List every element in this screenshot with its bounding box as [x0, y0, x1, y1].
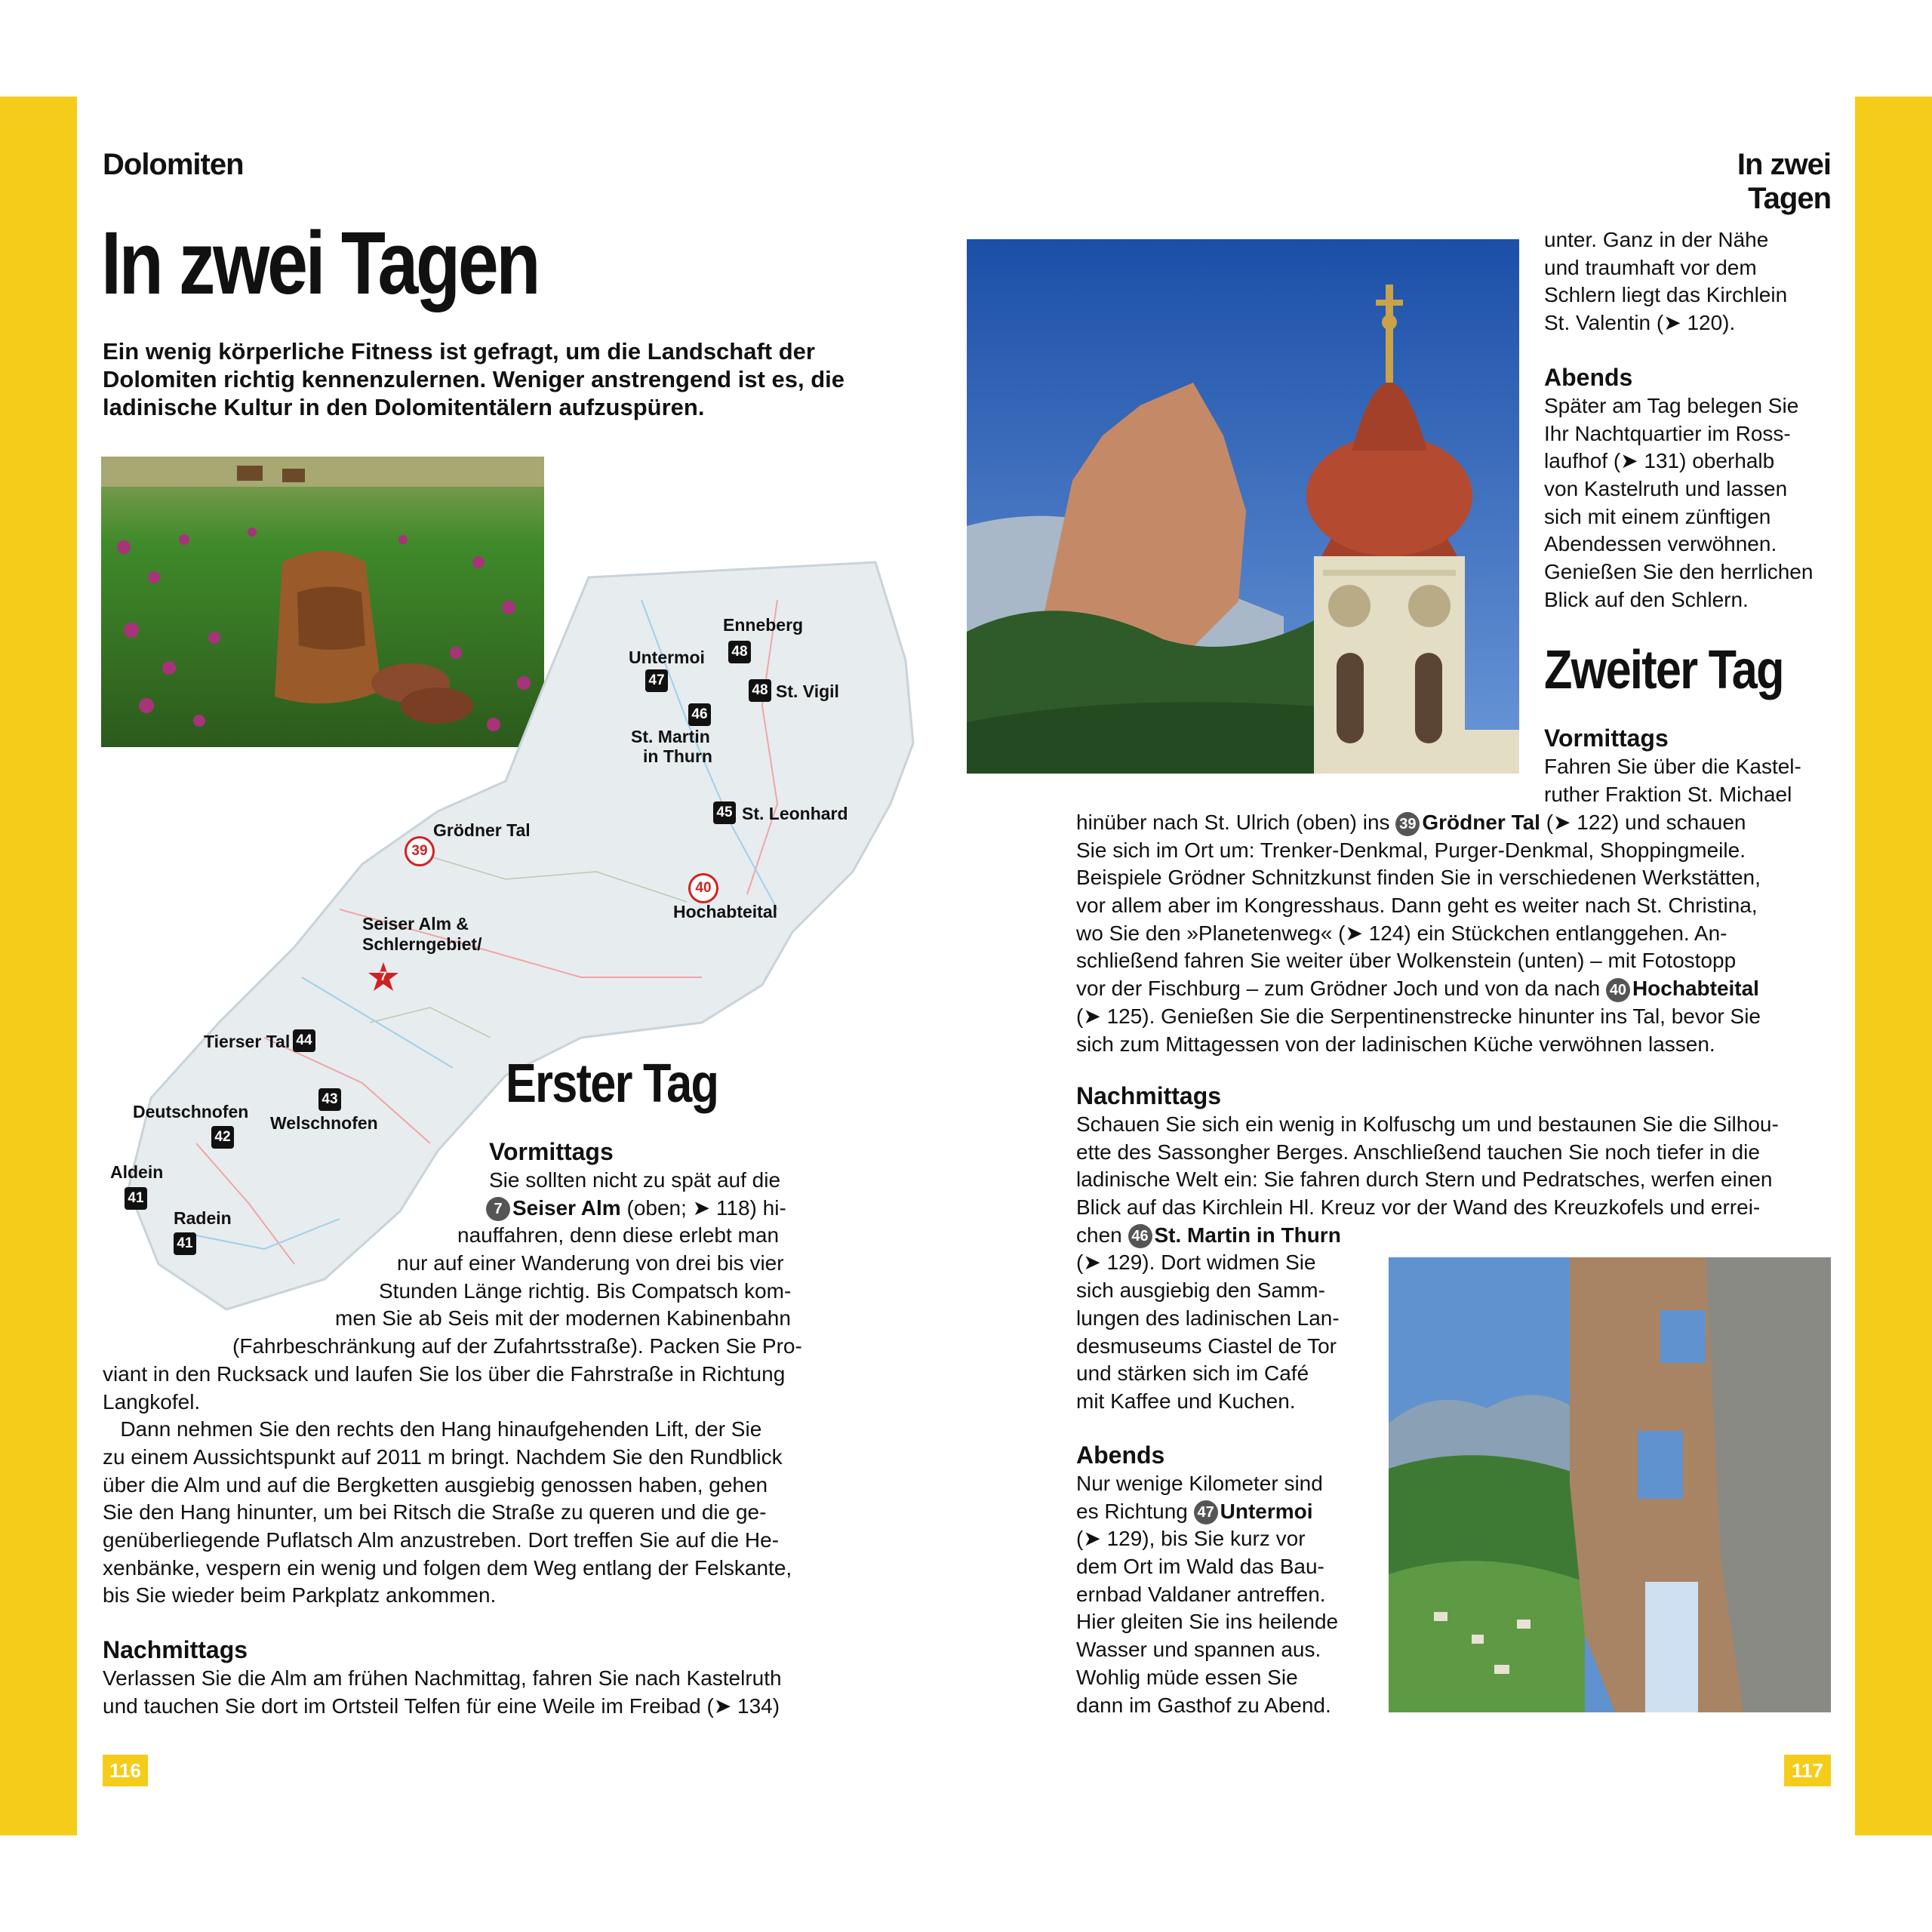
text-line [1076, 864, 1854, 892]
day2-morning-text-narrow [1544, 753, 1854, 808]
text-line: Verlassen Sie die Alm am frühen Nachmittag, fahren Sie nach Kastelruth [103, 1666, 782, 1690]
day2-evening-text [1076, 1470, 1393, 1719]
photo-church-tower [967, 239, 1519, 774]
text: ladinische Welt ein: Sie fahren durch Stern und Pedratsches, werfen einen [1076, 1168, 1773, 1192]
text-line [103, 1222, 872, 1250]
map-marker-41: 41 [125, 1187, 147, 1210]
place-name[interactable]: St. Martin in Thurn [1154, 1223, 1341, 1247]
map-marker-45: 45 [713, 801, 736, 824]
text-line [1076, 1139, 1854, 1167]
text-line [103, 1527, 872, 1555]
text-line [103, 1278, 872, 1306]
place-name[interactable]: Untermoi [1220, 1499, 1313, 1523]
map-marker-39: 39 [405, 836, 435, 866]
text-line [103, 1389, 872, 1417]
text-line: ruther Fraktion St. Michael [1544, 782, 1792, 806]
day2-evening-heading: Abends [1076, 1441, 1165, 1469]
map-label-schlerngebiet: Schlerngebiet/ [362, 934, 482, 954]
text-line: Fahren Sie über die Kastel- [1544, 755, 1801, 778]
text: vor der Fischburg – zum Grödner Joch und von da nach [1076, 977, 1606, 1001]
text: Dann nehmen Sie den rechts den Hang hinaufgehenden Lift, der Sie [103, 1417, 762, 1441]
text: und stärken sich im Café [1076, 1361, 1309, 1386]
map-label-radein: Radein [174, 1208, 232, 1228]
map-label-deutschnofen: Deutschnofen [133, 1102, 249, 1121]
text: Sie sollten nicht zu spät auf die [489, 1168, 781, 1192]
text-line [1076, 892, 1854, 920]
map-marker-46: 46 [688, 703, 711, 726]
lede-line: ladinische Kultur in den Dolomitentälern aufzuspüren. [103, 394, 705, 420]
place-number-badge: 46 [1128, 1224, 1152, 1248]
text-line: und tauchen Sie dort im Ortsteil Telfen für eine Weile im Freibad (➤ 134) [103, 1694, 780, 1718]
text: Blick auf das Kirchlein Hl. Kreuz vor der Wand des Kreuzkofels und errei- [1076, 1195, 1761, 1220]
text-line [103, 1499, 872, 1527]
map-label-st-leonhard: St. Leonhard [742, 804, 848, 823]
map-label-in-thurn: in Thurn [643, 746, 712, 766]
right-edge-bar [1855, 97, 1932, 1835]
text-line: unter. Ganz in der Nähe [1544, 228, 1769, 251]
map-marker-48: 48 [728, 641, 751, 663]
text-line [1076, 975, 1854, 1003]
text-line [103, 1555, 872, 1583]
text-line [103, 1333, 872, 1361]
section-title-day-1: Erster Tag [506, 1054, 718, 1114]
text-line [1076, 1692, 1393, 1720]
text: bis Sie wieder beim Parkplatz ankommen. [103, 1583, 497, 1607]
page-number-left: 116 [103, 1755, 148, 1786]
text-line [1076, 920, 1854, 948]
text: Sie den Hang hinunter, um bei Ritsch die Straße zu queren und die ge- [103, 1500, 767, 1524]
text-line [1076, 809, 1854, 837]
text: über die Alm und auf die Bergketten ausgiebig genossen haben, gehen [103, 1472, 768, 1497]
map-marker-44: 44 [293, 1029, 315, 1052]
map-marker-40: 40 [688, 873, 718, 903]
day1-evening-heading: Abends [1544, 364, 1633, 391]
place-name[interactable]: Grödner Tal [1422, 811, 1540, 834]
text-line: sich mit einem zünftigen [1544, 504, 1771, 528]
map-label-seiser-alm: Seiser Alm & [362, 914, 469, 934]
text-line [1076, 837, 1854, 865]
left-running-head: Dolomiten [103, 148, 244, 181]
map-marker-48: 48 [749, 679, 771, 702]
text-line: Ihr Nachtquartier im Ross- [1544, 421, 1791, 445]
text: chen [1076, 1223, 1128, 1247]
right-intro-text [1544, 226, 1846, 337]
text: vor allem aber im Kongresshaus. Dann geht es weiter nach St. Christina, [1076, 894, 1758, 918]
day1-morning-text [103, 1167, 872, 1610]
text-line: Abendessen verwöhnen. [1544, 532, 1777, 556]
text-line [1076, 1166, 1854, 1194]
page-title: In zwei Tagen [101, 214, 539, 313]
text: Beispiele Grödner Schnitzkunst finden Sie in verschiedenen Werkstätten, [1076, 866, 1761, 890]
text: Langkofel. [103, 1389, 201, 1414]
text-line: St. Valentin (➤ 120). [1544, 311, 1736, 335]
day2-morning-text [1076, 809, 1854, 1058]
place-number-badge: 7 [486, 1197, 510, 1221]
text: dann im Gasthof zu Abend. [1076, 1693, 1331, 1717]
text-line: und traumhaft vor dem [1544, 255, 1757, 279]
text-line [103, 1472, 872, 1500]
text-line [103, 1167, 872, 1195]
text-line [103, 1195, 872, 1223]
text: (➤ 122) und schauen [1540, 811, 1746, 834]
text-line [1076, 1664, 1393, 1692]
text: Hier gleiten Sie ins heilende [1076, 1610, 1339, 1634]
map-marker-47: 47 [645, 669, 668, 692]
text: sich zum Mittagessen von der ladinischen Küche verwöhnen lassen. [1076, 1032, 1715, 1056]
text: ette des Sassongher Berges. Anschließend tauchen Sie noch tiefer in die [1076, 1140, 1760, 1164]
text-line: Genießen Sie den herrlichen [1544, 560, 1814, 584]
text-line [1076, 1636, 1393, 1664]
text-line [103, 1416, 872, 1444]
text-line [1076, 1553, 1393, 1581]
text-line [103, 1250, 872, 1278]
photo-castle-ruin [1389, 1257, 1831, 1712]
text-line [1076, 1498, 1393, 1526]
map-label-tierser-tal: Tierser Tal [204, 1032, 291, 1051]
text-line [1076, 1222, 1854, 1250]
text-line [1076, 1608, 1393, 1636]
day1-morning-heading: Vormittags [489, 1138, 614, 1165]
text-line [1076, 1031, 1854, 1059]
map-label-st-vigil: St. Vigil [776, 681, 839, 701]
text-line [1076, 1581, 1393, 1609]
text: Schauen Sie sich ein wenig in Kolfuschg um und bestaunen Sie die Silhou- [1076, 1112, 1779, 1136]
map-marker-42: 42 [211, 1126, 234, 1149]
text: (oben; ➤ 118) hi- [620, 1195, 786, 1220]
text: schließend fahren Sie weiter über Wolkenstein (unten) – mit Fotostopp [1076, 949, 1737, 973]
map-label-enneberg: Enneberg [723, 615, 804, 635]
map-label-untermoi: Untermoi [629, 648, 705, 667]
place-number-badge: 47 [1194, 1500, 1218, 1524]
text: Nur wenige Kilometer sind [1076, 1472, 1323, 1495]
text-line: Später am Tag belegen Sie [1544, 394, 1799, 417]
map-label-st-martin: St. Martin [631, 727, 710, 746]
lede-line: Ein wenig körperliche Fitness ist gefragt, um die Landschaft der [103, 338, 815, 365]
text: Sie sich im Ort um: Trenker-Denkmal, Purger-Denkmal, Shoppingmeile. [1076, 838, 1746, 862]
text: genüberliegende Puflatsch Alm anzustreben. Dort treffen Sie auf die He- [103, 1527, 780, 1552]
map-marker-7-number: 7 [380, 969, 387, 983]
text: (➤ 129), bis Sie kurz vor [1076, 1527, 1306, 1551]
text-line: Schlern liegt das Kirchlein [1544, 283, 1788, 307]
text-line [103, 1361, 872, 1389]
text-line [103, 1444, 872, 1472]
text: nur auf einer Wanderung von drei bis vier [397, 1251, 784, 1275]
day1-afternoon-text [103, 1665, 872, 1720]
text-line [1076, 947, 1854, 975]
left-edge-bar [0, 97, 77, 1835]
text-line: Blick auf den Schlern. [1544, 587, 1749, 611]
text-line [1076, 1525, 1393, 1553]
text-line: von Kastelruth und lassen [1544, 477, 1788, 501]
text: ernbad Valdaner antreffen. [1076, 1582, 1326, 1606]
text: viant in den Rucksack und laufen Sie los über die Fahrstraße in Richtung [103, 1361, 786, 1386]
text: men Sie ab Seis mit der modernen Kabinenbahn [335, 1306, 791, 1331]
section-title-day-2: Zweiter Tag [1544, 640, 1783, 700]
day2-morning-heading: Vormittags [1544, 724, 1669, 752]
text: dem Ort im Wald das Bau- [1076, 1555, 1324, 1579]
text: lungen des ladinischen Lan- [1076, 1306, 1340, 1330]
place-number-badge: 39 [1395, 812, 1420, 836]
lede [103, 337, 888, 421]
text: Wohlig müde essen Sie [1076, 1665, 1298, 1689]
right-running-head: In zwei Tagen [1737, 148, 1831, 215]
text: wo Sie den »Planetenweg« (➤ 124) ein Stückchen entlanggehen. An- [1076, 921, 1727, 945]
lede-line: Dolomiten richtig kennenzulernen. Weniger anstrengend ist es, die [103, 366, 844, 392]
text: (➤ 125). Genießen Sie die Serpentinenstrecke hinunter ins Tal, bevor Sie [1076, 1004, 1761, 1028]
text: hinüber nach St. Ulrich (oben) ins [1076, 811, 1396, 834]
text-line [1076, 1470, 1393, 1498]
map-marker-43: 43 [318, 1088, 341, 1111]
text: es Richtung [1076, 1499, 1194, 1523]
text: Wasser und spannen aus. [1076, 1638, 1321, 1662]
day2-afternoon-heading: Nachmittags [1076, 1082, 1222, 1109]
map-label-aldein: Aldein [110, 1162, 164, 1182]
text-line [103, 1305, 872, 1333]
text-line [1076, 1111, 1854, 1139]
text: xenbänke, vespern ein wenig und folgen dem Weg entlang der Felskante, [103, 1555, 792, 1580]
place-number-badge: 40 [1606, 978, 1630, 1002]
text-line [1076, 1194, 1854, 1222]
text: Stunden Länge richtig. Bis Compatsch kom- [379, 1278, 792, 1303]
text: (Fahrbeschränkung auf der Zufahrtsstraße). Packen Sie Pro- [232, 1334, 802, 1358]
text: mit Kaffee und Kuchen. [1076, 1389, 1296, 1413]
map-label-welschnofen: Welschnofen [270, 1113, 378, 1133]
text: nauffahren, denn diese erlebt man [457, 1223, 780, 1247]
place-name[interactable]: Seiser Alm [512, 1195, 621, 1220]
map-label-groedner-tal: Grödner Tal [433, 820, 531, 840]
day1-evening-text [1544, 392, 1854, 614]
text-line [1076, 1003, 1854, 1031]
text: sich ausgiebig den Samm- [1076, 1278, 1325, 1303]
text: desmuseums Ciastel de Tor [1076, 1334, 1337, 1358]
page-number-right: 117 [1784, 1755, 1831, 1786]
text-line: laufhof (➤ 131) oberhalb [1544, 449, 1775, 473]
text-line [103, 1582, 872, 1610]
day1-afternoon-heading: Nachmittags [103, 1636, 248, 1663]
place-name[interactable]: Hochabteital [1632, 977, 1759, 1001]
map-marker-7-star [367, 961, 400, 994]
text: zu einem Aussichtspunkt auf 2011 m bringt. Nachdem Sie den Rundblick [103, 1444, 783, 1469]
map-label-hochabteital: Hochabteital [673, 902, 778, 921]
text: (➤ 129). Dort widmen Sie [1076, 1251, 1316, 1275]
map-marker-41: 41 [174, 1232, 196, 1255]
